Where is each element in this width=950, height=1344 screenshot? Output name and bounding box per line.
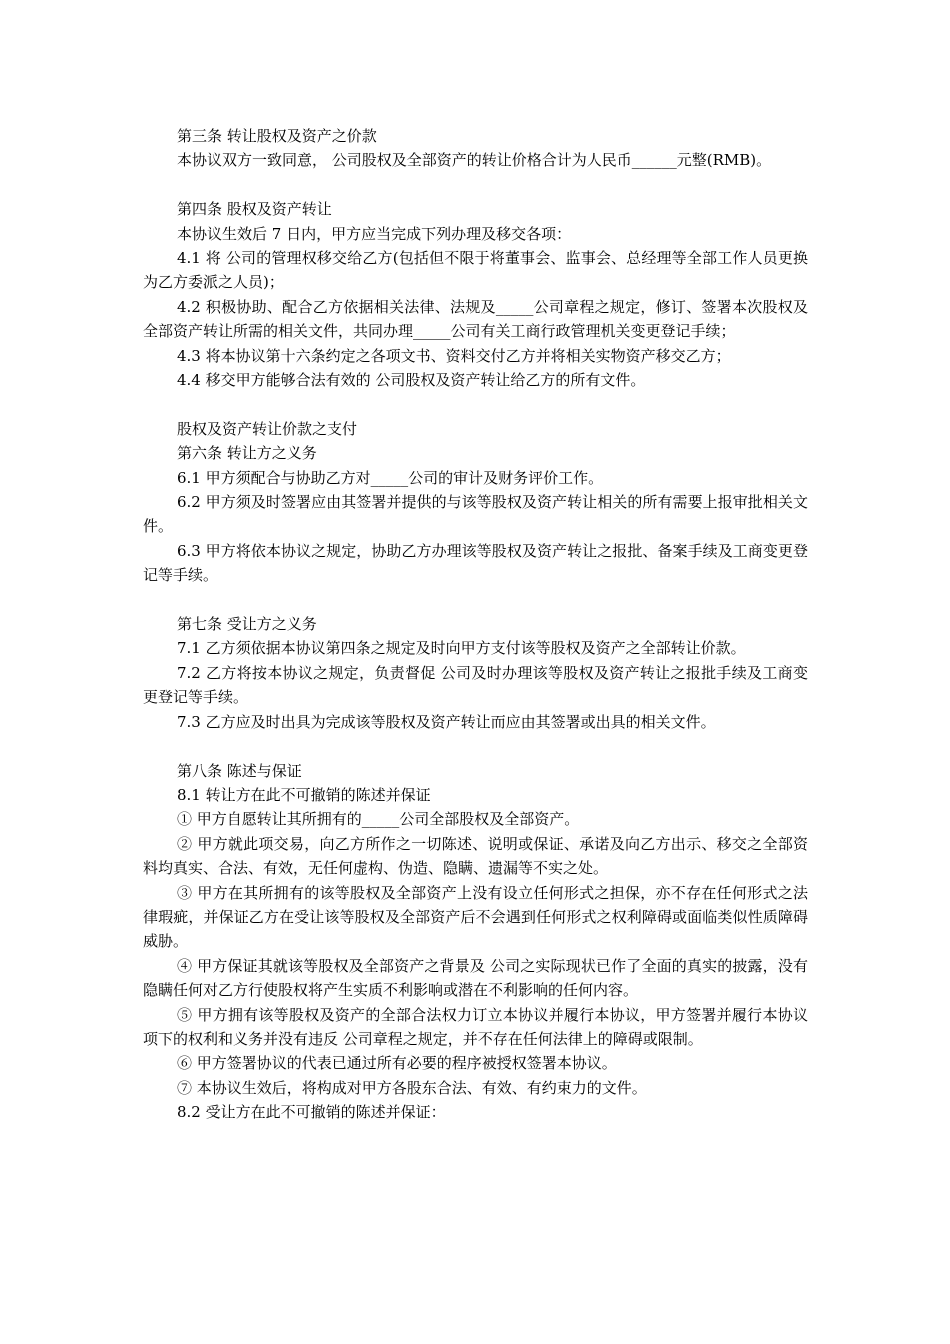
document-body [143, 124, 808, 1125]
paragraph: 4.1 将 公司的管理权移交给乙方(包括但不限于将董事会、监事会、总经理等全部工作人员更换为乙方委派之人员)； [143, 249, 808, 292]
paragraph: 7.1 乙方须依据本协议第四条之规定及时向甲方支付该等股权及资产之全部转让价款。 [177, 639, 746, 658]
paragraph: ⑤ 甲方拥有该等股权及资产的全部合法权力订立本协议并履行本协议，甲方签署并履行本协议项下的权利和义务并没有违反 公司章程之规定，并不存在任何法律上的障碍或限制。 [143, 1005, 808, 1048]
paragraph-gap [143, 392, 808, 416]
paragraph: 6.1 甲方须配合与协助乙方对_____公司的审计及财务评价工作。 [177, 468, 604, 487]
paragraph: 第七条 受让方之义务 [177, 615, 317, 634]
paragraph: 6.3 甲方将依本协议之规定，协助乙方办理该等股权及资产转让之报批、备案手续及工商变更登记等手续。 [143, 541, 808, 585]
paragraph: 第六条 转让方之义务 [177, 444, 317, 463]
paragraph: 4.4 移交甲方能够合法有效的 公司股权及资产转让给乙方的所有文件。 [177, 371, 646, 390]
paragraph: 本协议生效后 7 日内，甲方应当完成下列办理及移交各项： [177, 224, 572, 243]
paragraph: ⑦ 本协议生效后，将构成对甲方各股东合法、有效、有约束力的文件。 [177, 1078, 647, 1097]
paragraph: 4.3 将本协议第十六条约定之各项文书、资料交付乙方并将相关实物资产移交乙方； [177, 346, 731, 365]
paragraph: 8.1 转让方在此不可撤销的陈述并保证 [177, 785, 431, 804]
paragraph: 4.2 积极协助、配合乙方依据相关法律、法规及_____公司章程之规定，修订、签署本次股权及全部资产转让所需的相关文件，共同办理_____公司有关工商行政管理机关变更登记手续； [143, 297, 808, 341]
paragraph: ③ 甲方在其所拥有的该等股权及全部资产上没有设立任何形式之担保，亦不存在任何形式之法律瑕疵，并保证乙方在受让该等股权及全部资产后不会遇到任何形式之权利障碍或面临类似性质障碍威胁。 [143, 883, 808, 951]
paragraph: 第三条 转让股权及资产之价款 [177, 127, 377, 145]
paragraph: 8.2 受让方在此不可撤销的陈述并保证： [177, 1103, 446, 1122]
paragraph: ① 甲方自愿转让其所拥有的_____公司全部股权及全部资产。 [177, 810, 580, 829]
paragraph: 6.2 甲方须及时签署应由其签署并提供的与该等股权及资产转让相关的所有需要上报审批相关文件。 [143, 493, 808, 536]
paragraph: 股权及资产转让价款之支付 [177, 419, 358, 438]
paragraph: ④ 甲方保证其就该等股权及全部资产之背景及 公司之实际现状已作了全面的真实的披露，没有隐瞒任何对乙方行使股权将产生实质不利影响或潜在不利影响的任何内容。 [143, 956, 808, 1000]
paragraph: ⑥ 甲方签署协议的代表已通过所有必要的程序被授权签署本协议。 [177, 1054, 617, 1073]
paragraph: ② 甲方就此项交易，向乙方所作之一切陈述、说明或保证、承诺及向乙方出示、移交之全部资料均真实、合法、有效，无任何虚构、伪造、隐瞒、遗漏等不实之处。 [143, 834, 808, 878]
paragraph: 第四条 股权及资产转让 [177, 200, 332, 219]
paragraph: 第八条 陈述与保证 [177, 761, 302, 780]
paragraph-gap [143, 734, 808, 758]
paragraph: 本协议双方一致同意， 公司股权及全部资产的转让价格合计为人民币______元整(RMB)。 [177, 151, 772, 170]
paragraph-gap [143, 173, 808, 197]
paragraph: 7.2 乙方将按本协议之规定，负责督促 公司及时办理该等股权及资产转让之报批手续及工商变更登记等手续。 [143, 663, 808, 707]
paragraph: 7.3 乙方应及时出具为完成该等股权及资产转让而应由其签署或出具的相关文件。 [177, 712, 716, 731]
paragraph-gap [143, 588, 808, 612]
